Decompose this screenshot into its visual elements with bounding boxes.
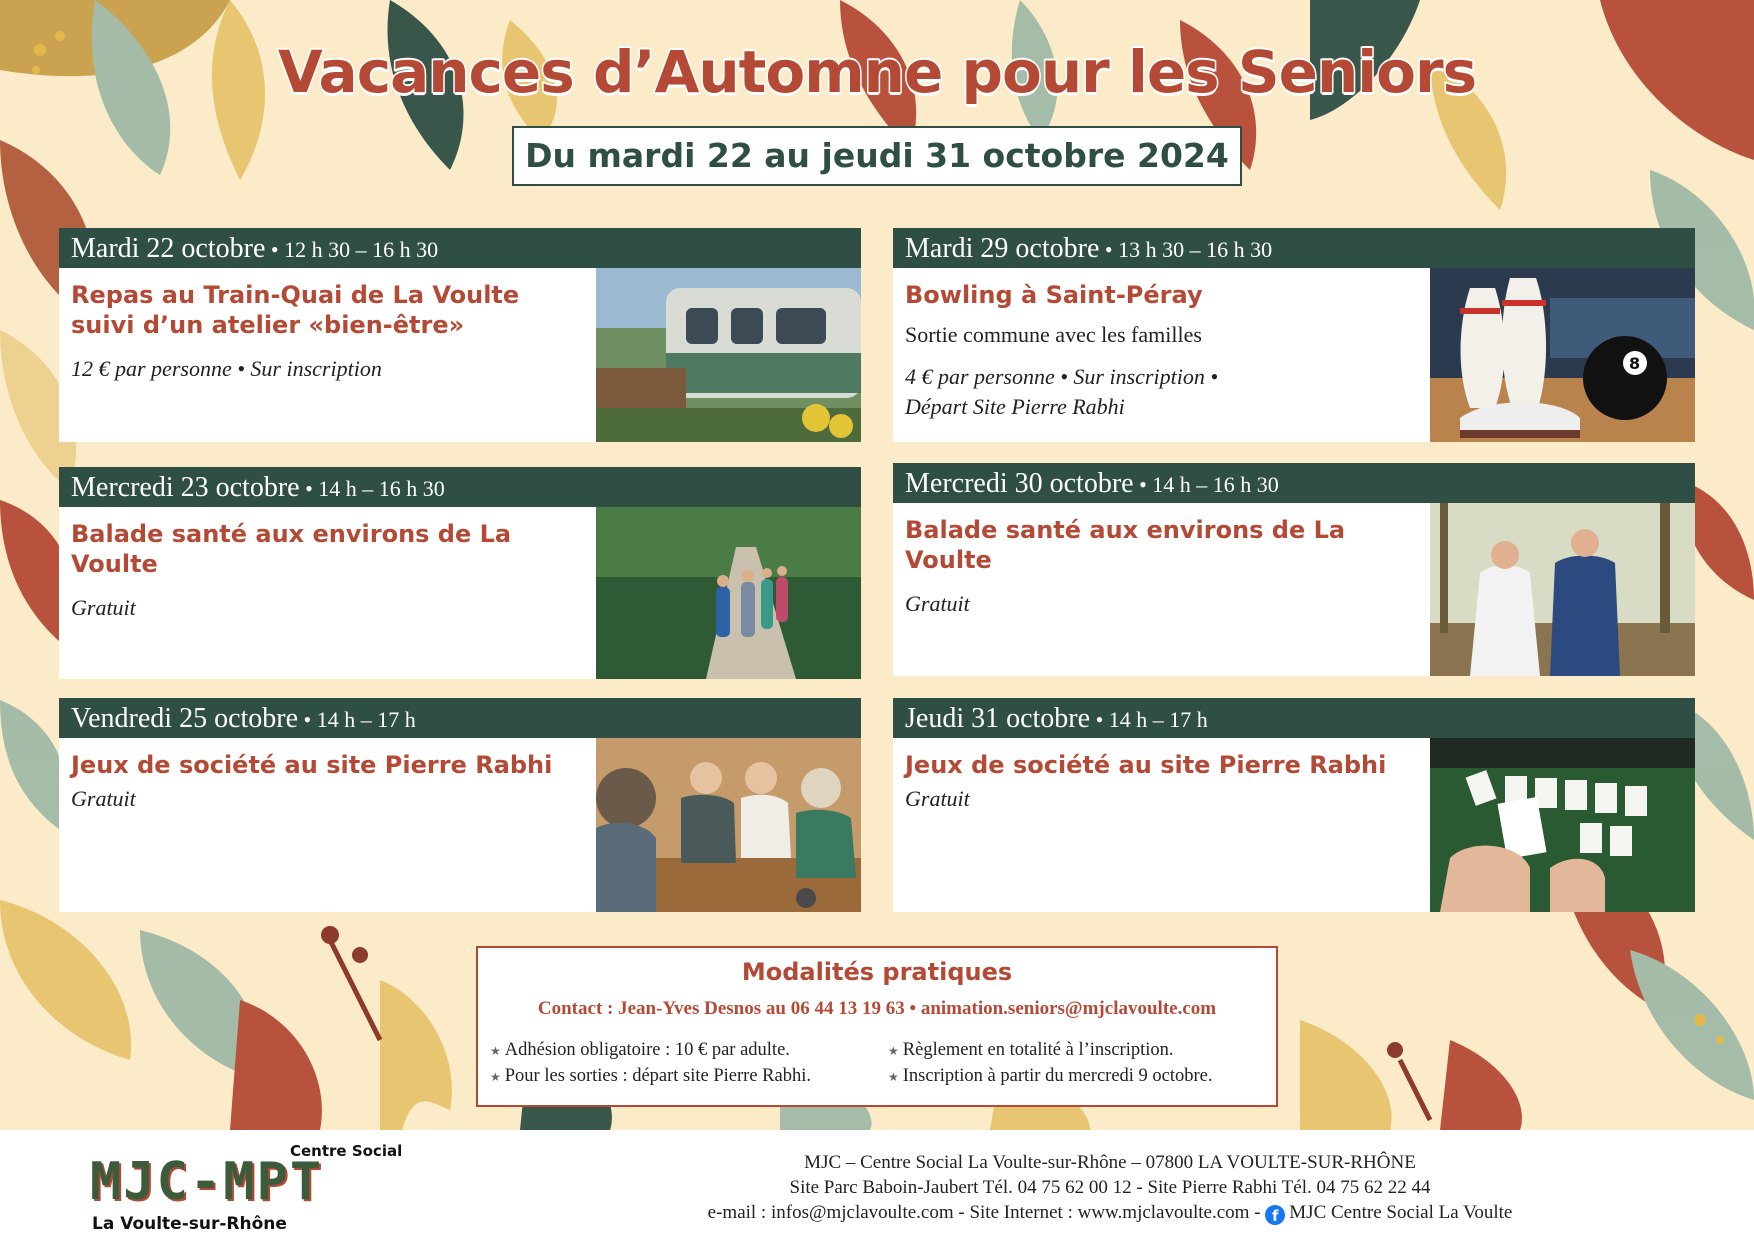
- info-item: ★ Adhésion obligatoire : 10 € par adulte.: [490, 1040, 790, 1060]
- event-time: 14 h – 16 h 30: [1152, 472, 1279, 497]
- event-time: 14 h – 16 h 30: [318, 476, 445, 501]
- forest-walk-photo: [596, 507, 861, 679]
- star-bullet-icon: ★: [490, 1070, 501, 1084]
- event-price: Gratuit: [905, 786, 970, 811]
- event-activity: Balade santé aux environs de La Voulte: [905, 516, 1346, 574]
- event-day: Jeudi 31 octobre: [905, 703, 1091, 734]
- facebook-page-link[interactable]: MJC Centre Social La Voulte: [1289, 1202, 1513, 1223]
- event-day: Mardi 22 octobre: [71, 233, 266, 264]
- event-card-vendredi-25: [59, 698, 861, 912]
- bowling-photo: [1430, 268, 1695, 442]
- footer-address: [640, 1150, 1580, 1225]
- info-item: ★ Règlement en totalité à l’inscription.: [888, 1040, 1174, 1060]
- page-title: Vacances d’Automne pour les Seniors: [277, 38, 1477, 106]
- info-right-column: [888, 1038, 1213, 1090]
- star-bullet-icon: ★: [888, 1044, 899, 1058]
- footer: [0, 1130, 1754, 1240]
- facebook-icon: f: [1265, 1205, 1285, 1225]
- footer-line-1: MJC – Centre Social La Voulte-sur-Rhône – 07800 LA VOULTE-SUR-RHÔNE: [804, 1152, 1416, 1173]
- event-time: 12 h 30 – 16 h 30: [284, 237, 439, 262]
- event-activity: Balade santé aux environs de La Voulte: [71, 520, 512, 578]
- practical-info-title: Modalités pratiques: [741, 958, 1013, 986]
- seniors-walking-photo: [1430, 503, 1695, 676]
- event-activity: Repas au Train-Quai de La Voulte suivi d’un atelier «bien-être»: [71, 281, 520, 339]
- info-left-column: [490, 1038, 811, 1090]
- event-day: Vendredi 25 octobre: [71, 703, 299, 734]
- star-bullet-icon: ★: [888, 1070, 899, 1084]
- event-time: 13 h 30 – 16 h 30: [1118, 237, 1273, 262]
- contact-line: Contact : Jean-Yves Desnos au 06 44 13 19 63 • animation.seniors@mjclavoulte.com: [537, 998, 1217, 1019]
- event-price: Gratuit: [71, 595, 136, 620]
- practical-info-box: [476, 946, 1278, 1107]
- event-time: 14 h – 17 h: [1108, 707, 1208, 732]
- event-header: Jeudi 31 octobre • 14 h – 17 h: [893, 698, 1695, 738]
- event-card-mardi-22: [59, 228, 861, 442]
- info-item: ★ Pour les sorties : départ site Pierre Rabhi.: [490, 1066, 811, 1086]
- mjc-mpt-logo: Centre Social MJC-MPT La Voulte-sur-Rhône: [90, 1142, 403, 1234]
- event-card-mardi-29: [893, 228, 1695, 442]
- event-card-mercredi-30: [893, 463, 1695, 676]
- event-header: Vendredi 25 octobre • 14 h – 17 h: [59, 698, 861, 738]
- event-day: Mercredi 23 octobre: [71, 472, 300, 503]
- event-price: 4 € par personne • Sur inscription • Départ Site Pierre Rabhi: [905, 364, 1219, 419]
- event-activity: Jeux de société au site Pierre Rabhi: [905, 751, 1387, 779]
- svg-text:8: 8: [1629, 354, 1641, 373]
- info-item: ★ Inscription à partir du mercredi 9 octobre.: [888, 1066, 1213, 1086]
- board-games-seniors-photo: [596, 738, 861, 912]
- event-price: Gratuit: [71, 786, 136, 811]
- event-activity: Jeux de société au site Pierre Rabhi: [71, 751, 553, 779]
- event-header: Mardi 29 octobre • 13 h 30 – 16 h 30: [893, 228, 1695, 268]
- event-day: Mardi 29 octobre: [905, 233, 1100, 264]
- event-description: Sortie commune avec les familles: [905, 322, 1202, 347]
- event-activity: Bowling à Saint-Péray: [905, 281, 1203, 309]
- event-header: Mercredi 30 octobre • 14 h – 16 h 30: [893, 463, 1695, 503]
- date-range-banner: Du mardi 22 au jeudi 31 octobre 2024: [512, 126, 1242, 186]
- footer-line-3: e-mail : infos@mjclavoulte.com - Site Internet : www.mjclavoulte.com - f MJC Centre Social La Voulte: [707, 1202, 1513, 1225]
- event-card-jeudi-31: [893, 698, 1695, 912]
- footer-line-2: Site Parc Baboin-Jaubert Tél. 04 75 62 00 12 - Site Pierre Rabhi Tél. 04 75 62 22 44: [789, 1177, 1431, 1198]
- event-header: Mercredi 23 octobre • 14 h – 16 h 30: [59, 467, 861, 507]
- event-day: Mercredi 30 octobre: [905, 468, 1134, 499]
- star-bullet-icon: ★: [490, 1044, 501, 1058]
- event-price: Gratuit: [905, 591, 970, 616]
- event-price: 12 € par personne • Sur inscription: [71, 356, 382, 381]
- card-game-photo: [1430, 738, 1695, 912]
- event-card-mercredi-23: [59, 467, 861, 679]
- event-header: Mardi 22 octobre • 12 h 30 – 16 h 30: [59, 228, 861, 268]
- train-restaurant-photo: [596, 268, 861, 442]
- event-time: 14 h – 17 h: [316, 707, 416, 732]
